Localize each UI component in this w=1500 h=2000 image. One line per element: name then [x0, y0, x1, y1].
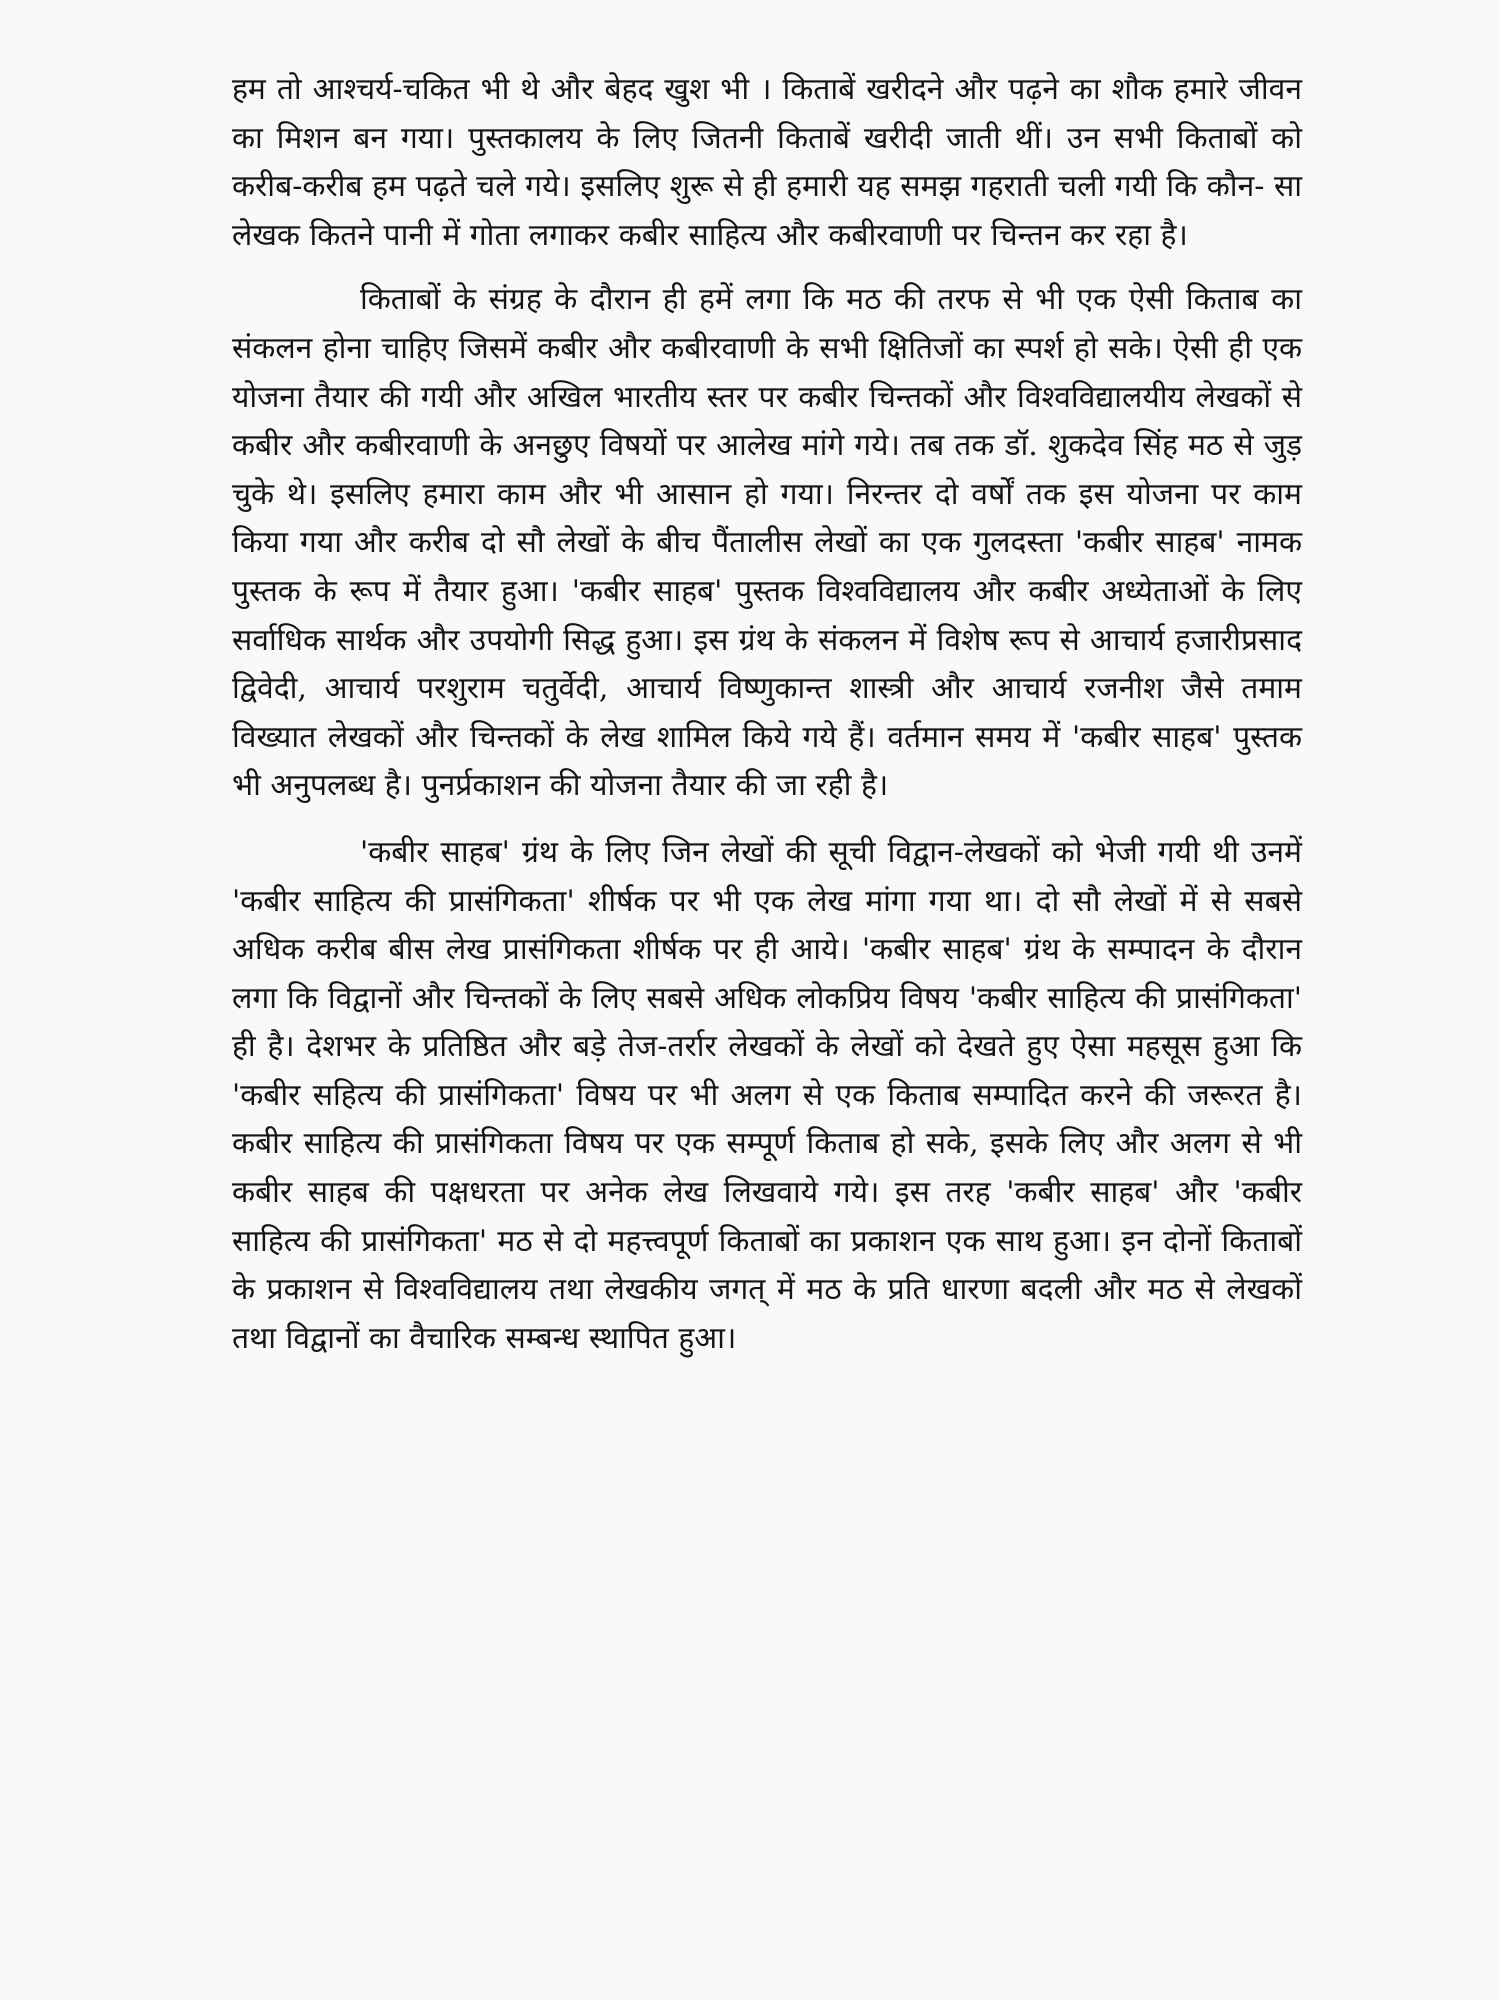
paragraph-1: हम तो आश्चर्य-चकित भी थे और बेहद खुश भी । किताबें खरीदने और पढ़ने का शौक हमारे जीवन का मिशन बन गया। पुस्तकालय के लिए जितनी किताबें खरीदी जाती थीं। उन सभी किताबों को करीब-करीब हम पढ़ते चले गये। इसलिए शुरू से ही हमारी यह समझ गहराती चली गयी कि कौन- सा लेखक कितने पानी में गोता लगाकर कबीर साहित्य और कबीरवाणी पर चिन्तन कर रहा है। — [232, 72, 1302, 253]
page-text — [232, 66, 1302, 1363]
paragraph-3: 'कबीर साहब' ग्रंथ के लिए जिन लेखों की सूची विद्वान-लेखकों को भेजी गयी थी उनमें 'कबीर साहित्य की प्रासंगिकता' शीर्षक पर भी एक लेख मांगा गया था। दो सौ लेखों में से सबसे अधिक करीब बीस लेख प्रासंगिकता शीर्षक पर ही आये। 'कबीर साहब' ग्रंथ के सम्पादन के दौरान लगा कि विद्वानों और चिन्तकों के लिए सबसे अधिक लोकप्रिय विषय 'कबीर साहित्य की प्रासंगिकता' ही है। देशभर के प्रतिष्ठित और बड़े तेज-तर्रार लेखकों के लेखों को देखते हुए ऐसा महसूस हुआ कि 'कबीर सहित्य की प्रासंगिकता' विषय पर भी अलग से एक किताब सम्पादित करने की जरूरत है। कबीर साहित्य की प्रासंगिकता विषय पर एक सम्पूर्ण किताब हो सके, इसके लिए और अलग से भी कबीर साहब की पक्षधरता पर अनेक लेख लिखवाये गये। इस तरह 'कबीर साहब' और 'कबीर साहित्य की प्रासंगिकता' मठ से दो महत्त्वपूर्ण किताबों का प्रकाशन एक साथ हुआ। इन दोनों किताबों के प्रकाशन से विश्वविद्यालय तथा लेखकीय जगत् में मठ के प्रति धारणा बदली और मठ से लेखकों तथा विद्वानों का वैचारिक सम्बन्ध स्थापित हुआ। — [232, 834, 1302, 1356]
paragraph-2: किताबों के संग्रह के दौरान ही हमें लगा कि मठ की तरफ से भी एक ऐसी किताब का संकलन होना चाहिए जिसमें कबीर और कबीरवाणी के सभी क्षितिजों का स्पर्श हो सके। ऐसी ही एक योजना तैयार की गयी और अखिल भारतीय स्तर पर कबीर चिन्तकों और विश्वविद्यालयीय लेखकों से कबीर और कबीरवाणी के अनछुए विषयों पर आलेख मांगे गये। तब तक डॉ. शुकदेव सिंह मठ से जुड़ चुके थे। इसलिए हमारा काम और भी आसान हो गया। निरन्तर दो वर्षों तक इस योजना पर काम किया गया और करीब दो सौ लेखों के बीच पैंतालीस लेखों का एक गुलदस्ता 'कबीर साहब' नामक पुस्तक के रूप में तैयार हुआ। 'कबीर साहब' पुस्तक विश्वविद्यालय और कबीर अध्येताओं के लिए सर्वाधिक सार्थक और उपयोगी सिद्ध हुआ। इस ग्रंथ के संकलन में विशेष रूप से आचार्य हजारीप्रसाद द्विवेदी, आचार्य परशुराम चतुर्वेदी, आचार्य विष्णुकान्त शास्त्री और आचार्य रजनीश जैसे तमाम विख्यात लेखकों और चिन्तकों के लेख शामिल किये गये हैं। वर्तमान समय में 'कबीर साहब' पुस्तक भी अनुपलब्ध है। पुनर्प्रकाशन की योजना तैयार की जा रही है। — [232, 282, 1302, 804]
